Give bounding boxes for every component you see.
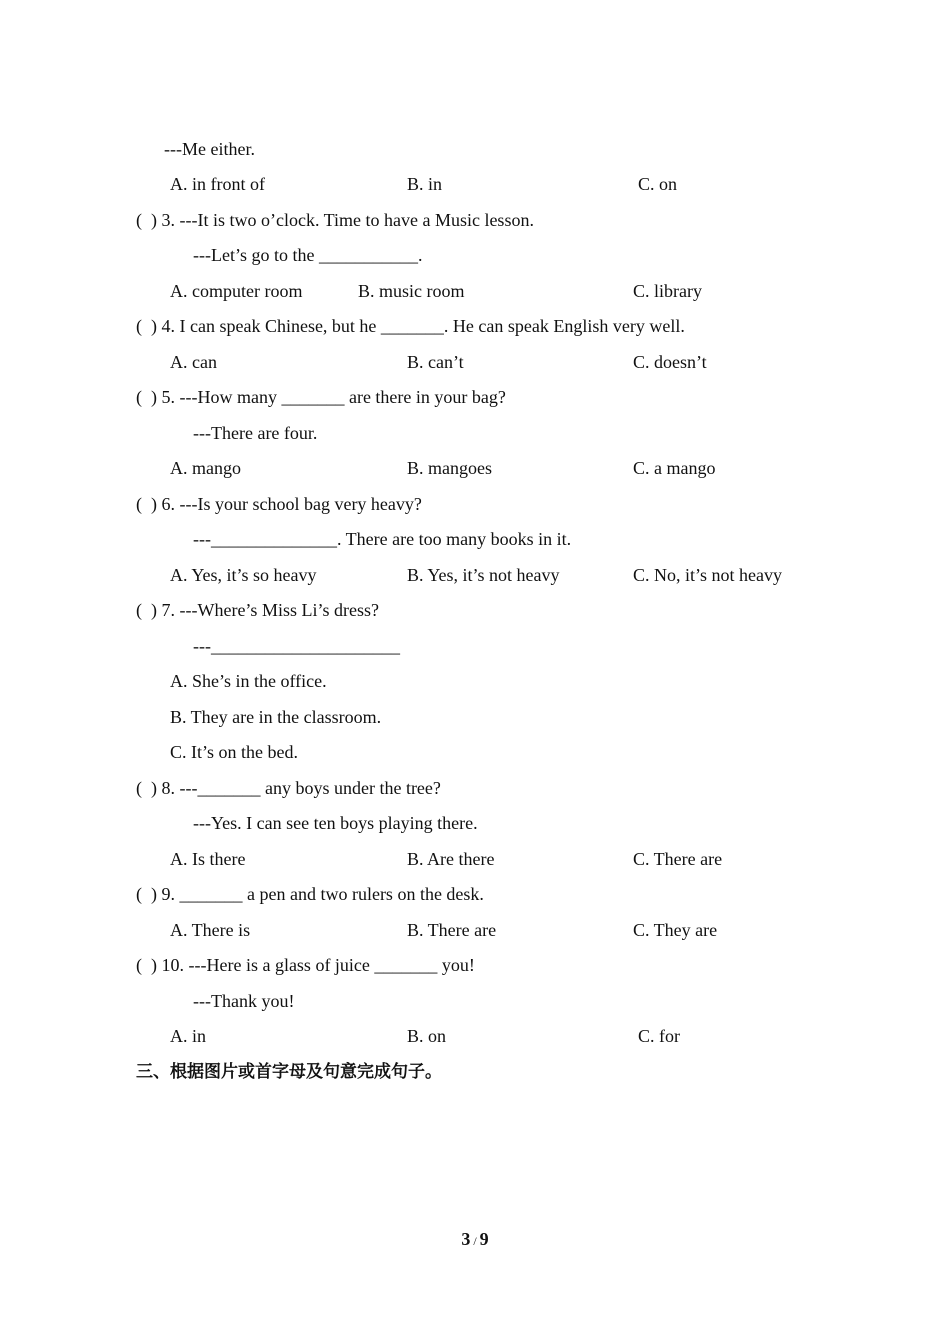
q6-option-b[interactable]: B. Yes, it’s not heavy — [407, 565, 560, 585]
q3-sub-line: ---Let’s go to the ___________. — [193, 245, 423, 265]
q4-option-b[interactable]: B. can’t — [407, 352, 464, 372]
q6-stem: ( ) 6. ---Is your school bag very heavy? — [136, 494, 422, 514]
q10-option-c[interactable]: C. for — [638, 1026, 680, 1046]
q2-option-a[interactable]: A. in front of — [170, 174, 265, 194]
q8-stem: ( ) 8. ---_______ any boys under the tree? — [136, 778, 441, 798]
q5-option-b[interactable]: B. mangoes — [407, 458, 492, 478]
section-heading: 三、根据图片或首字母及句意完成句子。 — [136, 1062, 442, 1082]
q9-option-a[interactable]: A. There is — [170, 920, 251, 940]
page-number — [0, 1228, 950, 1252]
q10-stem: ( ) 10. ---Here is a glass of juice _______ you! — [136, 955, 475, 975]
q6-option-a[interactable]: A. Yes, it’s so heavy — [170, 565, 317, 585]
q7-option-c[interactable]: C. It’s on the bed. — [170, 742, 298, 762]
q9-stem: ( ) 9. _______ a pen and two rulers on the desk. — [136, 884, 484, 904]
q3-stem: ( ) 3. ---It is two o’clock. Time to have a Music lesson. — [136, 210, 534, 230]
q10-option-a[interactable]: A. in — [170, 1026, 206, 1046]
q7-option-a[interactable]: A. She’s in the office. — [170, 671, 327, 691]
q4-stem: ( ) 4. I can speak Chinese, but he _______. He can speak English very well. — [136, 316, 685, 336]
q5-option-a[interactable]: A. mango — [170, 458, 241, 478]
q3-option-c[interactable]: C. library — [633, 281, 702, 301]
q3-option-a[interactable]: A. computer room — [170, 281, 303, 301]
q5-stem: ( ) 5. ---How many _______ are there in your bag? — [136, 387, 506, 407]
q9-option-b[interactable]: B. There are — [407, 920, 497, 940]
current-page: 3 — [461, 1229, 471, 1249]
q8-sub-line: ---Yes. I can see ten boys playing there. — [193, 813, 478, 833]
q9-option-c[interactable]: C. They are — [633, 920, 718, 940]
page-separator: / — [473, 1234, 477, 1248]
q7-sub-line: ---_____________________ — [193, 636, 400, 656]
q2-option-b[interactable]: B. in — [407, 174, 443, 194]
q7-option-b[interactable]: B. They are in the classroom. — [170, 707, 382, 727]
q7-stem: ( ) 7. ---Where’s Miss Li’s dress? — [136, 600, 379, 620]
q2-answer-line: ---Me either. — [164, 139, 255, 159]
q5-sub-line: ---There are four. — [193, 423, 318, 443]
q4-option-a[interactable]: A. can — [170, 352, 217, 372]
q10-sub-line: ---Thank you! — [193, 991, 295, 1011]
q3-option-b[interactable]: B. music room — [358, 281, 465, 301]
q8-option-b[interactable]: B. Are there — [407, 849, 495, 869]
total-pages: 9 — [479, 1229, 489, 1249]
q6-sub-line: ---______________. There are too many books in it. — [193, 529, 572, 549]
q4-option-c[interactable]: C. doesn’t — [633, 352, 707, 372]
q6-option-c[interactable]: C. No, it’s not heavy — [633, 565, 782, 585]
q10-option-b[interactable]: B. on — [407, 1026, 447, 1046]
q8-option-a[interactable]: A. Is there — [170, 849, 246, 869]
q5-option-c[interactable]: C. a mango — [633, 458, 716, 478]
q8-option-c[interactable]: C. There are — [633, 849, 723, 869]
q2-option-c[interactable]: C. on — [638, 174, 678, 194]
